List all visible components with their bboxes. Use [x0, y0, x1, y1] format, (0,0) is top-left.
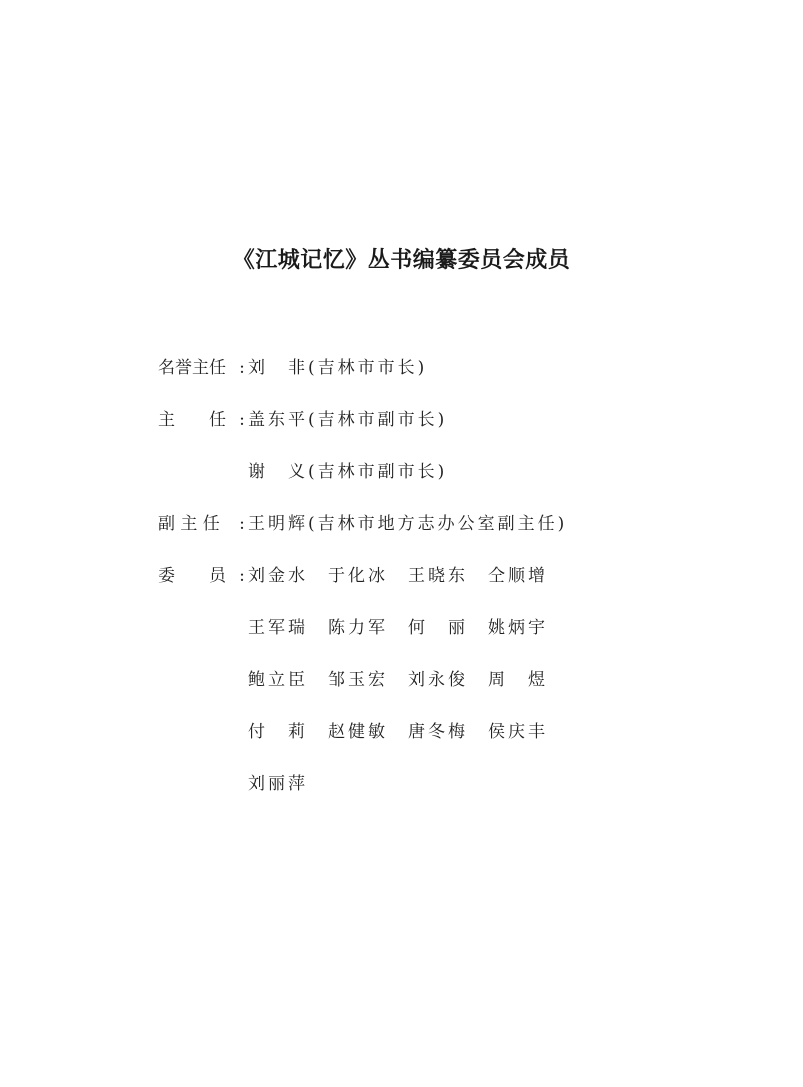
- role-label: 名誉主任: [158, 358, 226, 378]
- role-label: 主 任: [158, 410, 226, 430]
- member-row: [158, 356, 427, 380]
- member-name: 刘丽萍: [248, 774, 308, 794]
- member-name: 刘 非(吉林市市长): [248, 358, 428, 378]
- member-row: [158, 408, 447, 432]
- member-row: [158, 460, 447, 484]
- member-name: 盖东平(吉林市副市长): [248, 410, 448, 430]
- member-name: 仝顺增: [488, 566, 548, 586]
- member-name: 邹玉宏: [328, 670, 388, 690]
- member-row: [158, 668, 568, 692]
- member-name: 刘永俊: [408, 670, 468, 690]
- separator: :: [239, 358, 245, 378]
- separator: :: [239, 566, 245, 586]
- member-name: 王明辉(吉林市地方志办公室副主任): [248, 514, 568, 534]
- member-names: [248, 668, 568, 692]
- member-name: 付 莉: [248, 722, 308, 742]
- member-name: 鲍立臣: [248, 670, 308, 690]
- member-row: [158, 720, 568, 744]
- separator: :: [239, 514, 245, 534]
- member-name: 王晓东: [408, 566, 468, 586]
- member-row: [158, 616, 568, 640]
- member-name: 侯庆丰: [488, 722, 548, 742]
- member-name: 姚炳宇: [488, 618, 548, 638]
- member-row: [158, 772, 328, 796]
- member-name: 刘金水: [248, 566, 308, 586]
- member-names: [248, 564, 568, 588]
- role-label: 副 主 任: [158, 514, 220, 534]
- member-name: 何 丽: [408, 618, 468, 638]
- member-name: 周 煜: [488, 670, 548, 690]
- role-label: 委 员: [158, 566, 226, 586]
- member-names: [248, 720, 568, 744]
- page-title: 《江城记忆》丛书编纂委员会成员: [232, 247, 571, 273]
- member-name: 王军瑞: [248, 618, 308, 638]
- member-row: [158, 564, 568, 588]
- member-name: 于化冰: [328, 566, 388, 586]
- member-name: 赵健敏: [328, 722, 388, 742]
- separator: :: [239, 410, 245, 430]
- member-row: [158, 512, 567, 536]
- member-name: 唐冬梅: [408, 722, 468, 742]
- member-names: [248, 616, 568, 640]
- member-names: [248, 772, 328, 796]
- member-name: 陈力军: [328, 618, 388, 638]
- member-name: 谢 义(吉林市副市长): [248, 462, 448, 482]
